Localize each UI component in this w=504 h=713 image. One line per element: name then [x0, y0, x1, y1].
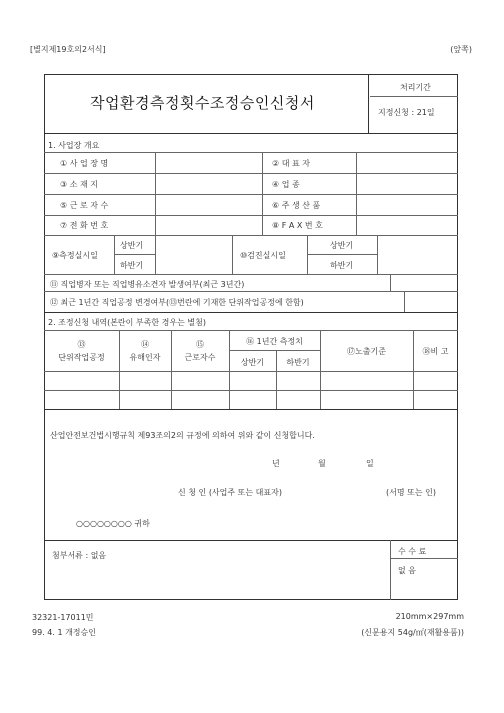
- row-line: [44, 194, 458, 195]
- field-phone: ⑦ 전 화 번 호: [60, 221, 109, 230]
- field-business-name: ① 사 업 장 명: [60, 159, 109, 168]
- measure-first-half: 상반기: [120, 241, 144, 250]
- page-side-label: (앞쪽): [450, 45, 472, 54]
- row-line: [44, 390, 458, 391]
- occupational-disease-row: ⑪ 직업병자 또는 직업병유소견자 발생여부(최근 3년간): [50, 280, 245, 289]
- col-remarks: ⑱비 고: [422, 347, 449, 356]
- row-line: [44, 540, 458, 541]
- row-line: [307, 254, 377, 255]
- footer-size: 210mm×297mm: [395, 612, 464, 621]
- date-month: 월: [318, 459, 326, 468]
- col-line: [356, 152, 357, 235]
- measure-date-label: ⑨측정실시일: [52, 251, 98, 260]
- col-line: [404, 291, 405, 312]
- col-line: [232, 235, 233, 274]
- col-hazard-number: ⑭: [141, 340, 149, 349]
- col-line: [390, 274, 391, 291]
- title-divider: [368, 74, 369, 133]
- row-line: [44, 215, 458, 216]
- form-number: [별지제19호의2서식]: [30, 45, 106, 54]
- field-address: ③ 소 재 지: [60, 180, 98, 189]
- col-line: [155, 152, 156, 235]
- row-line: [44, 291, 458, 292]
- col-line: [390, 540, 391, 600]
- section1-heading: 1. 사업장 개요: [48, 141, 100, 150]
- row-line: [114, 254, 155, 255]
- form-title: 작업환경측정횟수조정승인신청서: [90, 94, 315, 112]
- attachments-label: 첨부서류 : 없음: [52, 551, 107, 560]
- row-line: [44, 152, 458, 153]
- processing-label: 처리기간: [400, 83, 431, 92]
- row-line: [44, 173, 458, 174]
- measure-second-half: 하반기: [120, 261, 144, 270]
- application-statement: 산업안전보건법시행규칙 제93조의2의 규정에 의하여 위와 같이 신청합니다.: [50, 431, 315, 440]
- field-fax: ⑧ F A X 번 호: [272, 221, 323, 230]
- row-line: [44, 371, 458, 372]
- process-change-row: ⑫ 최근 1년간 직업공정 변경여부(⑬번란에 기재한 단위작업공정에 한함): [50, 298, 304, 307]
- checkup-first-half: 상반기: [330, 241, 354, 250]
- col-line: [262, 152, 263, 235]
- col-line: [377, 235, 378, 274]
- col-line: [320, 330, 321, 409]
- col-unit-process-number: ⑬: [77, 340, 86, 349]
- col-measurement-second-half: 하반기: [286, 358, 310, 367]
- fee-label: 수 수 료: [398, 547, 427, 556]
- signature-label: (서명 또는 인): [386, 488, 436, 497]
- row-line: [390, 558, 458, 559]
- field-worker-count: ⑤ 근 로 자 수: [60, 201, 109, 210]
- recipient-label: ○○○○○○○○ 귀하: [76, 519, 150, 528]
- row-line: [229, 350, 320, 351]
- col-line: [155, 235, 156, 274]
- processing-divider: [370, 96, 458, 97]
- checkup-second-half: 하반기: [330, 261, 354, 270]
- col-measurement-first-half: 상반기: [240, 358, 265, 367]
- footer-code: 32321-17011민: [32, 613, 94, 622]
- col-exposure-limit: ⑰노출기준: [347, 347, 386, 356]
- row-line: [44, 274, 458, 275]
- row-line: [44, 409, 458, 410]
- col-annual-measurement: ⑯ 1년간 측정치: [246, 337, 303, 346]
- footer-paper: (신문용지 54g/㎡(재활용품)): [361, 628, 464, 637]
- field-main-product: ⑥ 주 생 산 품: [272, 201, 321, 210]
- row-line: [44, 312, 458, 313]
- row-line: [44, 330, 458, 331]
- col-hazard: 유해인자: [129, 353, 161, 362]
- processing-value: 지정신청 : 21일: [378, 108, 435, 117]
- col-unit-process: 단위작업공정: [58, 353, 105, 362]
- checkup-date-label: ⑩검진실시일: [240, 251, 286, 260]
- applicant-label: 신 청 인 (사업주 또는 대표자): [178, 488, 282, 497]
- row-line: [44, 235, 458, 236]
- fee-value: 없 음: [398, 566, 416, 575]
- col-workers: 근로자수: [184, 353, 216, 362]
- footer-approval: 99. 4. 1 개정승인: [32, 628, 96, 637]
- title-bottom-line: [44, 133, 458, 134]
- field-representative: ② 대 표 자: [272, 159, 310, 168]
- col-line: [413, 330, 414, 409]
- col-workers-number: ⑮: [196, 340, 204, 349]
- date-day: 일: [366, 459, 374, 468]
- date-year: 년: [272, 459, 280, 468]
- field-industry: ④ 업 종: [272, 180, 300, 189]
- section2-heading: 2. 조정신청 내역(본란이 부족한 경우는 별첨): [48, 318, 206, 327]
